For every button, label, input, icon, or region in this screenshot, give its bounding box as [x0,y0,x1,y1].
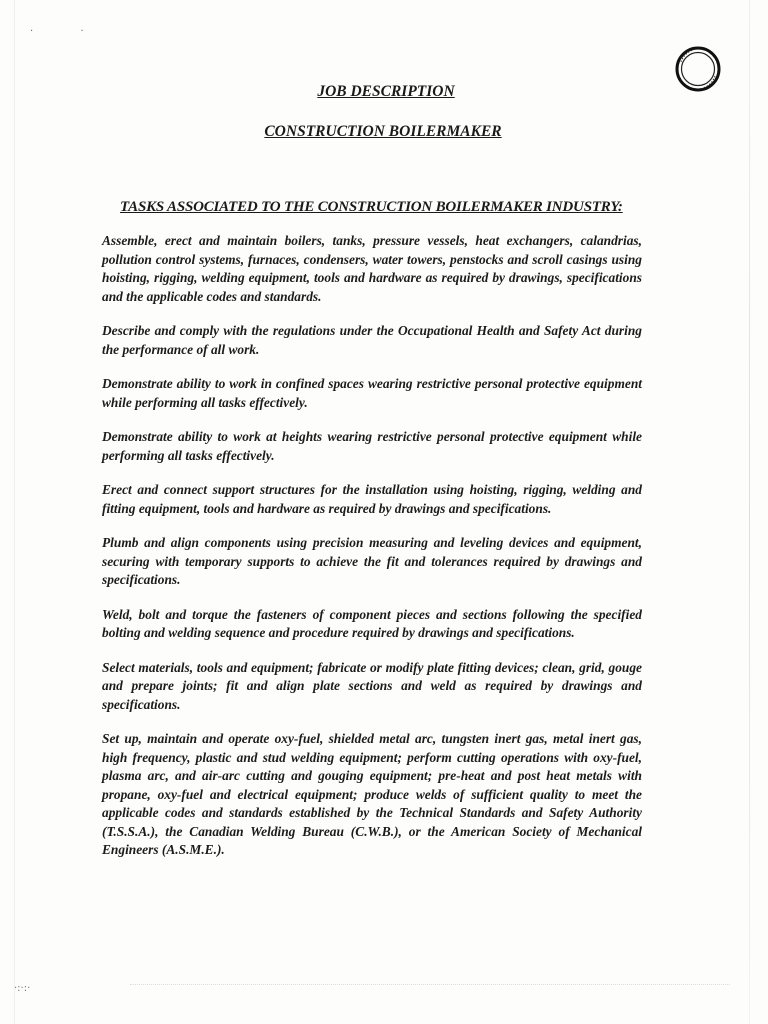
task-paragraph: Weld, bolt and torque the fasteners of component pieces and sections following the specified bolting and welding sequence and procedure required by drawings and specifications. [102,606,642,640]
task-paragraph: Demonstrate ability to work at heights wearing restrictive personal protective equipment while performing all tasks effectively. [102,429,642,463]
task-paragraph: Demonstrate ability to work in confined spaces wearing restrictive personal protective equipment while performing all tasks effectively. [102,376,642,410]
scan-bottom-dots [130,984,730,986]
task-paragraph: Select materials, tools and equipment; fabricate or modify plate fitting devices; clean, grid, gouge and prepare joints; fit and align plate sections and weld as required by drawings and specifications. [102,659,642,712]
document-title: CONSTRUCTION BOILERMAKER [264,123,502,140]
document-heading: JOB DESCRIPTION [317,83,455,100]
scan-edge-right [749,0,750,1024]
task-paragraph: Plumb and align components using precision measuring and leveling devices and equipment, securing with temporary supports to achieve the fit and tolerances required by drawings and specifications. [102,535,642,587]
task-paragraph: Assemble, erect and maintain boilers, tanks, pressure vessels, heat exchangers, calandrias, pollution control systems, furnaces, condensers, water towers, penstocks and scroll casings using hoisting, rigging, welding equipment, tools and hardware as required by drawings, specifications and the applicable codes and standards. [102,233,642,304]
section-heading: TASKS ASSOCIATED TO THE CONSTRUCTION BOILERMAKER INDUSTRY: [120,199,623,215]
scan-edge-left [14,0,15,1024]
task-paragraph: Set up, maintain and operate oxy-fuel, shielded metal arc, tungsten inert gas, metal inert gas, high frequency, plastic and stud welding equipment; perform cutting operations with oxy-fuel, plasma arc, and air-arc cutting and gouging equipment; pre-heat and post heat metals with propane, oxy-fuel and electrical equipment; produce welds of sufficient quality to meet the applicable codes and standards established by the Technical Standards and Safety Authority (T.S.S.A.), the Canadian Welding Bureau (C.W.B.), or the American Society of Mechanical Engineers (A.S.M.E.). [102,731,642,857]
scan-specks: · · [30,26,106,37]
task-paragraph: Erect and connect support structures for the installation using hoisting, rigging, welding and fitting equipment, tools and hardware as required by drawings and specifications. [102,482,642,516]
scan-smudge: ·:·:· [14,983,31,994]
task-paragraph: Describe and comply with the regulations under the Occupational Health and Safety Act during the performance of all work. [102,323,642,357]
task-list [102,232,642,876]
